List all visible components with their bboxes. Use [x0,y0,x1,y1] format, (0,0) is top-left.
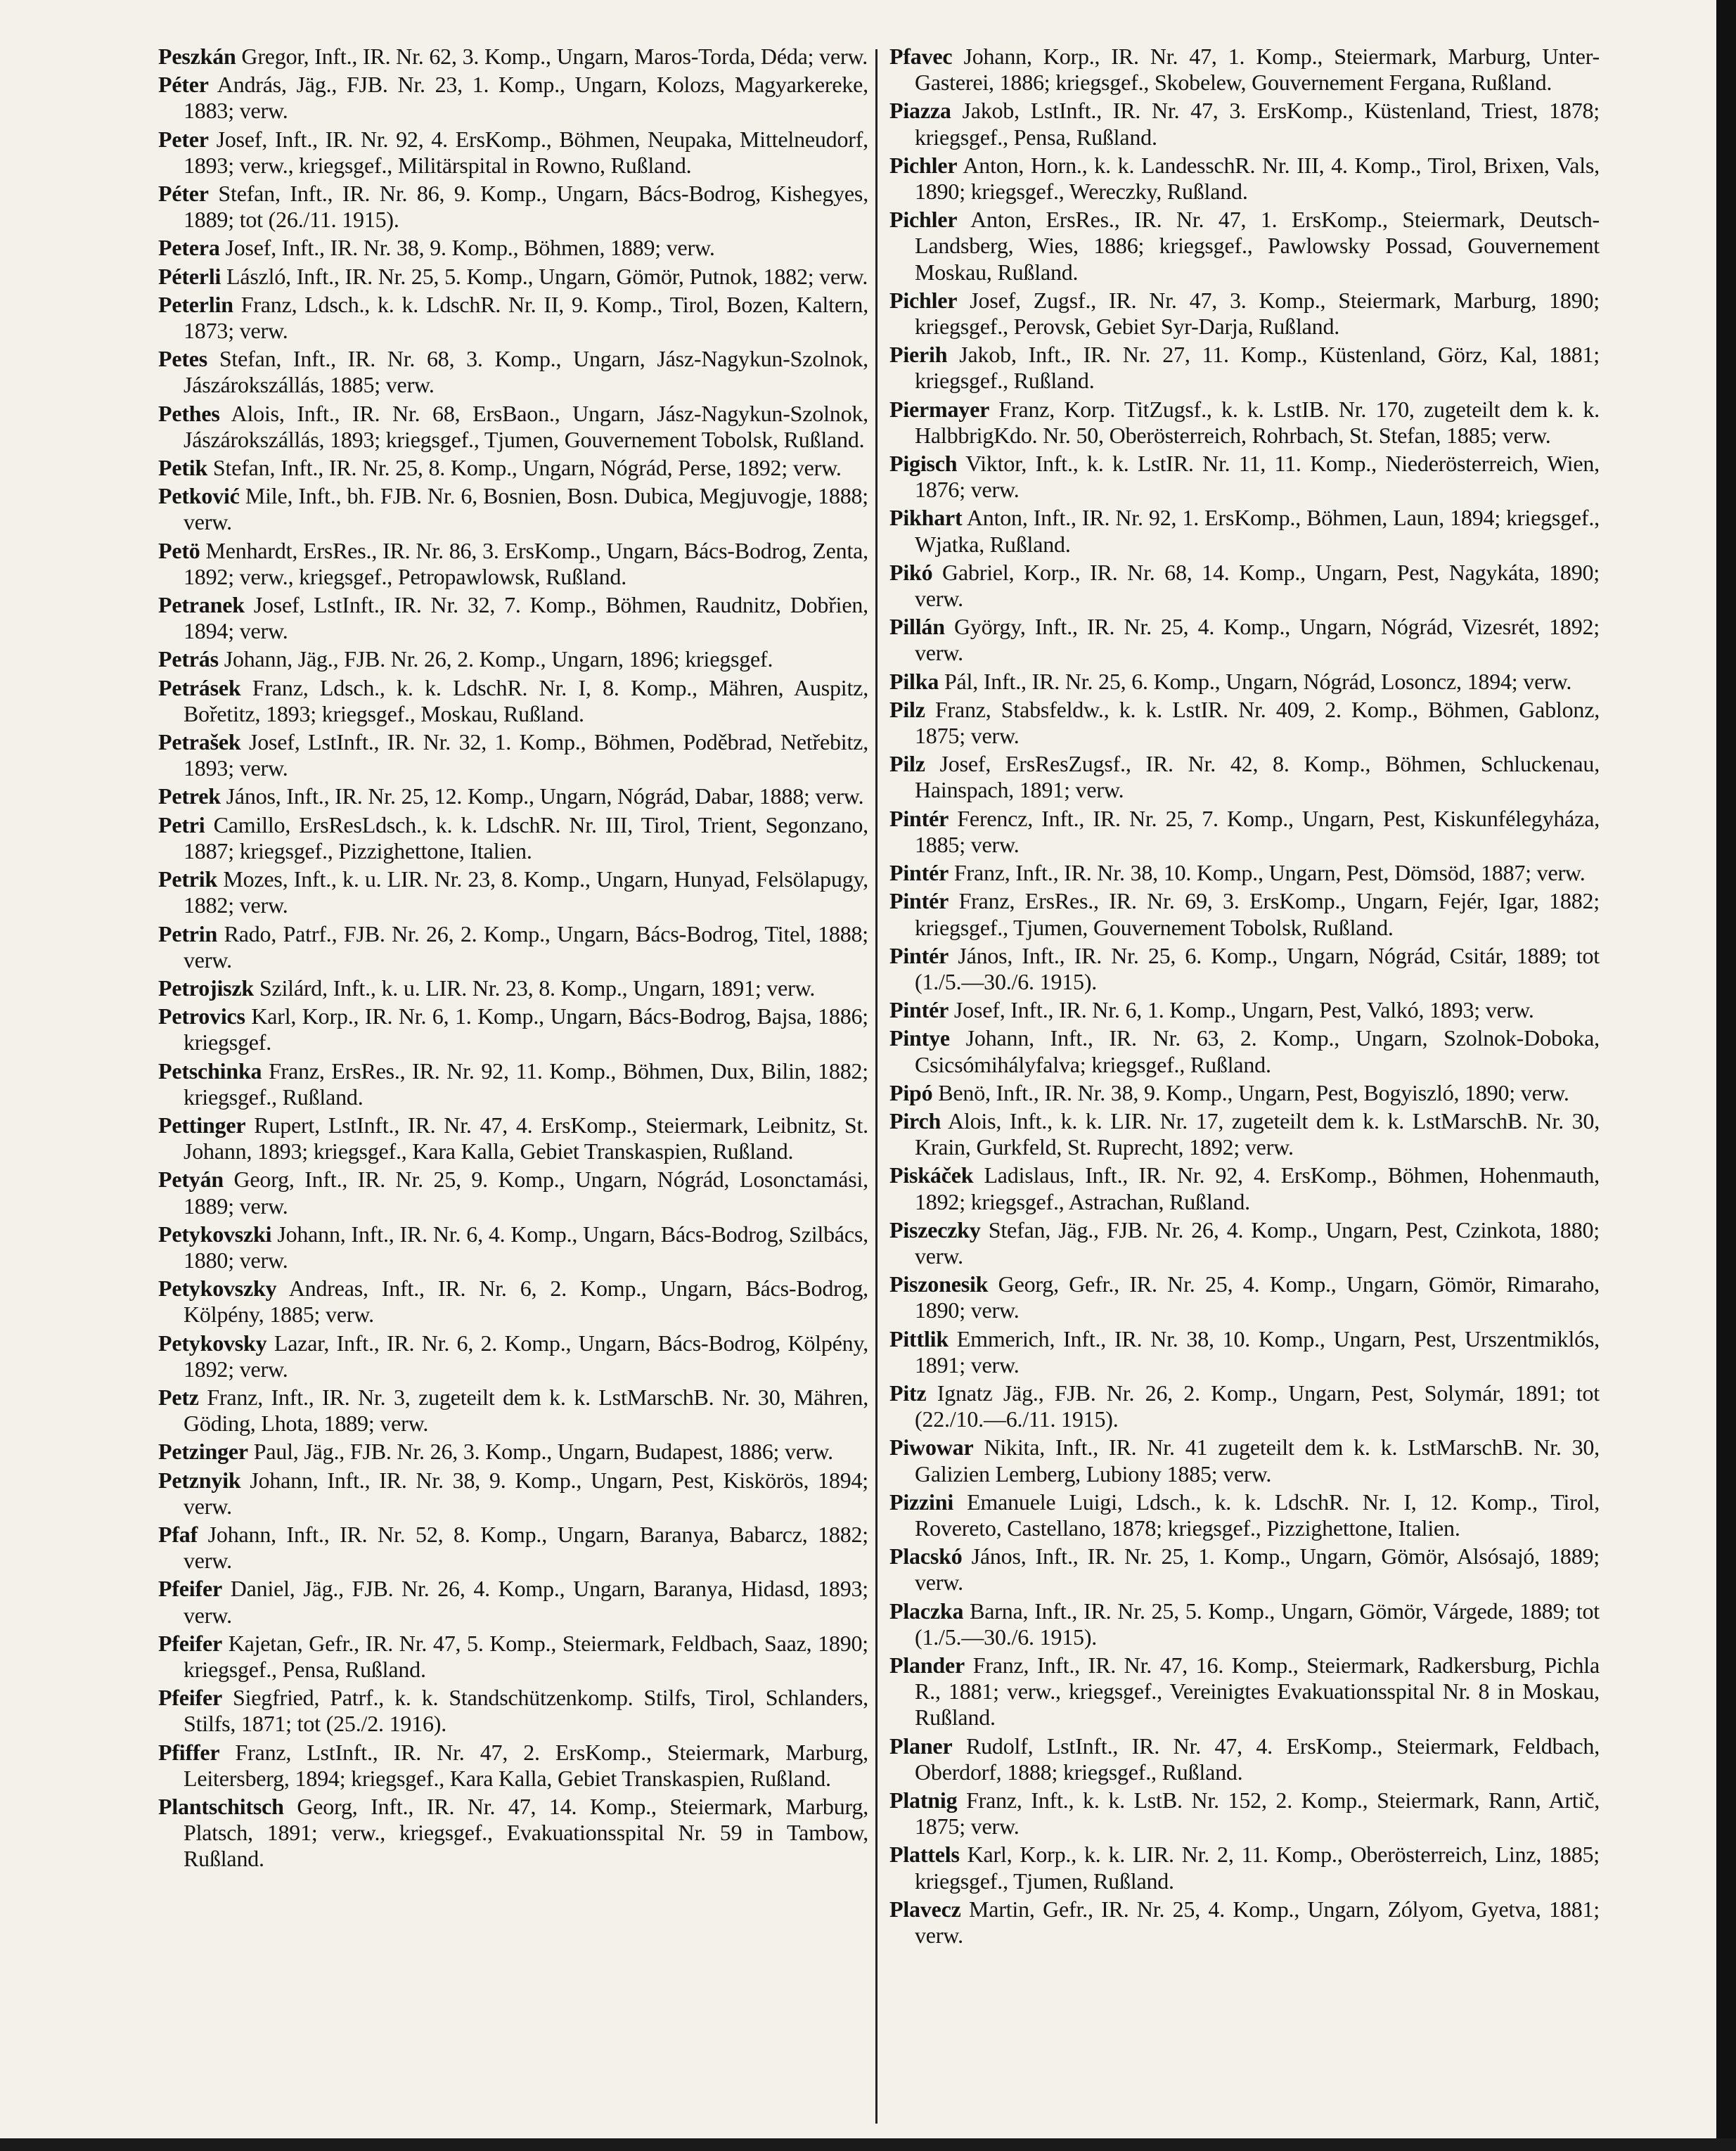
list-item [158,675,868,727]
list-item [158,1330,868,1382]
entry-surname: Pizzini [889,1489,954,1515]
entry-surname: Pfiffer [158,1739,220,1765]
entry-surname: Petznyik [158,1467,241,1493]
entry-details: Johann, Inft., IR. Nr. 52, 8. Komp., Ungarn, Baranya, Babarcz, 1882; verw. [184,1521,868,1574]
entry-details: Mile, Inft., bh. FJB. Nr. 6, Bosnien, Bosn. Dubica, Megjuvogje, 1888; verw. [184,483,868,535]
entry-surname: Pettinger [158,1112,246,1138]
entry-details: Stefan, Inft., IR. Nr. 25, 8. Komp., Ungarn, Nógrád, Perse, 1892; verw. [212,455,842,481]
entry-surname: Plattels [889,1842,960,1868]
list-item [158,1468,868,1520]
entry-details: Franz, Ldsch., k. k. LdschR. Nr. I, 8. Komp., Mähren, Auspitz, Bořetitz, 1893; kriegsgef., Moskau, Rußland. [184,674,868,726]
entry-details: Georg, Inft., IR. Nr. 47, 14. Komp., Steiermark, Marburg, Platsch, 1891; verw., kriegsgef., Evakuationsspital Nr. 59 in Tambow, Rußland. [184,1794,868,1872]
entry-details: Karl, Korp., IR. Nr. 6, 1. Komp., Ungarn, Bács-Bodrog, Bajsa, 1886; kriegsgef. [184,1003,868,1055]
scan-edge-bottom [0,2138,1736,2151]
entry-surname: Petrašek [158,729,241,755]
entry-surname: Petschinka [158,1058,262,1084]
entry-surname: Pfeifer [158,1685,222,1711]
list-item [889,806,1600,858]
entry-details: Alois, Inft., k. k. LIR. Nr. 17, zugeteilt dem k. k. LstMarschB. Nr. 30, Krain, Gurkfeld, St. Ruprecht, 1892; verw. [915,1107,1600,1160]
entry-surname: Placzka [889,1598,964,1624]
list-item [158,1685,868,1737]
entry-details: Josef, Inft., IR. Nr. 6, 1. Komp., Ungarn, Pest, Valkó, 1893; verw. [953,997,1534,1023]
entry-surname: Platnig [889,1787,958,1813]
entry-details: Josef, LstInft., IR. Nr. 32, 1. Komp., Böhmen, Poděbrad, Netřebitz, 1893; verw. [184,729,868,781]
entry-surname: Péter [158,181,209,207]
entry-details: Franz, Stabsfeldw., k. k. LstIR. Nr. 409, 2. Komp., Böhmen, Gablonz, 1875; verw. [915,696,1600,749]
list-item [889,943,1600,995]
entry-details: András, Jäg., FJB. Nr. 23, 1. Komp., Ungarn, Kolozs, Magyarkereke, 1883; verw. [184,72,868,124]
list-item [158,235,868,261]
entry-details: Gabriel, Korp., IR. Nr. 68, 14. Komp., Ungarn, Pest, Nagykáta, 1890; verw. [915,559,1600,612]
entry-surname: Petyán [158,1167,224,1193]
entry-details: Ferencz, Inft., IR. Nr. 25, 7. Komp., Ungarn, Pest, Kiskunfélegyháza, 1885; verw. [915,805,1600,857]
list-item [889,153,1600,205]
left-column [158,44,868,1875]
entry-details: Andreas, Inft., IR. Nr. 6, 2. Komp., Ungarn, Bács-Bodrog, Kölpény, 1885; verw. [184,1276,868,1328]
entry-details: Emmerich, Inft., IR. Nr. 38, 10. Komp., Ungarn, Pest, Urszentmiklós, 1891; verw. [915,1325,1600,1378]
list-item [889,1162,1600,1214]
entry-details: Barna, Inft., IR. Nr. 25, 5. Komp., Ungarn, Gömör, Várgede, 1889; tot (1./5.—30./6. 1915). [915,1598,1600,1650]
list-item [889,1733,1600,1785]
list-item [889,397,1600,449]
entry-surname: Petykovsky [158,1330,267,1356]
list-item [158,401,868,453]
entry-details: Camillo, ErsResLdsch., k. k. LdschR. Nr. III, Tirol, Trient, Segonzano, 1887; kriegsgef., Pizzighettone, Italien. [184,811,868,863]
list-item [158,592,868,644]
list-item [889,1108,1600,1160]
list-item [158,1221,868,1273]
entry-details: Stefan, Inft., IR. Nr. 86, 9. Komp., Ungarn, Bács-Bodrog, Kishegyes, 1889; tot (26./11. 1915). [184,181,868,233]
entry-surname: Piszonesik [889,1271,989,1297]
entry-surname: Petrik [158,866,218,892]
entry-details: Franz, LstInft., IR. Nr. 47, 2. ErsKomp., Steiermark, Marburg, Leitersberg, 1894; kriegsgef., Kara Kalla, Gebiet Transkaspien, Rußland. [184,1739,868,1791]
entry-surname: Peter [158,126,209,152]
list-item [158,646,868,672]
entry-surname: Pfeifer [158,1630,222,1656]
entry-details: János, Inft., IR. Nr. 25, 6. Komp., Ungarn, Nógrád, Csitár, 1889; tot (1./5.—30./6. 1915). [915,942,1600,994]
entry-details: Paul, Jäg., FJB. Nr. 26, 3. Komp., Ungarn, Budapest, 1886; verw. [253,1439,833,1465]
entry-surname: Pilka [889,668,939,694]
entry-surname: Pintye [889,1025,950,1051]
entry-details: Josef, Inft., IR. Nr. 92, 4. ErsKomp., Böhmen, Neupaka, Mittelneudorf, 1893; verw., kriegsgef., Militärspital in Rowno, Rußland. [184,126,868,178]
entry-details: Viktor, Inft., k. k. LstIR. Nr. 11, 11. Komp., Niederösterreich, Wien, 1876; verw. [915,451,1600,503]
entry-details: Anton, Horn., k. k. LandesschR. Nr. III, 4. Komp., Tirol, Brixen, Vals, 1890; kriegsgef., Wereczky, Rußland. [915,152,1600,205]
list-item [158,866,868,918]
entry-details: Franz, Inft., IR. Nr. 38, 10. Komp., Ungarn, Pest, Dömsöd, 1887; verw. [953,860,1586,886]
entry-surname: Pfeifer [158,1576,222,1602]
list-item [889,1842,1600,1894]
scan-edge-right [1716,0,1736,2151]
entry-surname: Pfaf [158,1521,198,1547]
list-item [158,72,868,124]
entry-details: Franz, Ldsch., k. k. LdschR. Nr. II, 9. Komp., Tirol, Bozen, Kaltern, 1873; verw. [184,291,868,344]
entry-surname: Petykovszki [158,1221,272,1247]
list-item [158,1167,868,1219]
entry-surname: Plander [889,1652,965,1678]
entry-surname: Peszkán [158,44,236,69]
entry-surname: Petrojiszk [158,975,255,1001]
entry-surname: Planer [889,1733,953,1759]
entry-details: Franz, Inft., IR. Nr. 47, 16. Komp., Steiermark, Radkersburg, Pichla R., 1881; verw., kriegsgef., Vereinigtes Evakuationsspital Nr. 8 in Moskau, Rußland. [915,1652,1600,1731]
entry-surname: Pintér [889,860,949,886]
entry-details: Karl, Korp., k. k. LIR. Nr. 2, 11. Komp., Oberösterreich, Linz, 1885; kriegsgef., Tjumen, Rußland. [915,1842,1600,1894]
list-item [889,860,1600,886]
list-item [158,346,868,398]
list-item [889,1380,1600,1432]
entry-surname: Petrin [158,920,218,946]
list-item [158,1112,868,1164]
entry-surname: Piszeczky [889,1216,981,1243]
list-item [158,1740,868,1792]
entry-details: Rado, Patrf., FJB. Nr. 26, 2. Komp., Ungarn, Bács-Bodrog, Titel, 1888; verw. [184,920,868,972]
list-item [158,1794,868,1873]
list-item [158,1058,868,1110]
entry-surname: Petranek [158,592,245,618]
entry-details: Johann, Inft., IR. Nr. 6, 4. Komp., Ungarn, Bács-Bodrog, Szilbács, 1880; verw. [184,1221,868,1273]
list-item [889,669,1600,695]
list-item [889,560,1600,612]
entry-details: Anton, Inft., IR. Nr. 92, 1. ErsKomp., Böhmen, Laun, 1894; kriegsgef., Wjatka, Rußland. [915,505,1600,557]
list-item [158,975,868,1001]
entry-surname: Petri [158,811,205,837]
list-item [158,181,868,233]
entry-details: Georg, Inft., IR. Nr. 25, 9. Komp., Ungarn, Nógrád, Losonctamási, 1889; verw. [184,1167,868,1219]
list-item [158,783,868,809]
list-item [158,483,868,535]
list-item [889,1652,1600,1731]
entry-surname: Pintér [889,942,949,968]
list-item [889,1787,1600,1839]
entry-surname: Pichler [889,152,958,178]
entry-surname: Piermayer [889,396,990,422]
entry-details: Josef, Zugsf., IR. Nr. 47, 3. Komp., Steiermark, Marburg, 1890; kriegsgef., Perovsk, Gebiet Syr-Darja, Rußland. [915,287,1600,340]
entry-surname: Pikhart [889,505,963,531]
entry-surname: Pfavec [889,44,953,69]
entry-surname: Petik [158,455,208,481]
entry-surname: Peterlin [158,291,233,317]
entry-surname: Petrek [158,783,221,809]
entry-details: Anton, ErsRes., IR. Nr. 47, 1. ErsKomp., Steiermark, Deutsch-Landsberg, Wies, 1886; kriegsgef., Pawlowsky Possad, Gouvernement Moskau, Rußland. [915,207,1600,285]
entry-details: Ignatz Jäg., FJB. Nr. 26, 2. Komp., Ungarn, Pest, Solymár, 1891; tot (22./10.—6./11. 1915). [915,1380,1600,1432]
list-item [158,729,868,781]
entry-surname: Placskó [889,1543,963,1569]
list-item [889,342,1600,394]
list-item [889,44,1600,96]
entry-details: Mozes, Inft., k. u. LIR. Nr. 23, 8. Komp., Ungarn, Hunyad, Felsölapugy, 1882; verw. [184,866,868,918]
entry-surname: Pintér [889,888,949,914]
entry-surname: Pigisch [889,451,958,477]
entry-surname: Pilz [889,751,925,777]
entry-details: Johann, Inft., IR. Nr. 38, 9. Komp., Ungarn, Pest, Kiskörös, 1894; verw. [184,1467,868,1519]
list-item [158,1003,868,1055]
entry-surname: Pethes [158,400,220,426]
list-item [158,127,868,179]
list-item [158,44,868,70]
list-item [889,98,1600,150]
entry-surname: Pittlik [889,1325,949,1351]
list-item [158,538,868,590]
entry-surname: Pichler [889,287,958,313]
list-item [158,1276,868,1328]
list-item [158,264,868,290]
entry-details: László, Inft., IR. Nr. 25, 5. Komp., Ungarn, Gömör, Putnok, 1882; verw. [226,263,868,289]
list-item [889,888,1600,940]
entry-details: Franz, ErsRes., IR. Nr. 92, 11. Komp., Böhmen, Dux, Bilin, 1882; kriegsgef., Rußland. [184,1058,868,1110]
list-item [889,1080,1600,1106]
entry-details: Georg, Gefr., IR. Nr. 25, 4. Komp., Ungarn, Gömör, Rimaraho, 1890; verw. [915,1271,1600,1323]
list-item [889,614,1600,666]
list-item [889,451,1600,503]
entry-surname: Pichler [889,207,958,233]
entry-surname: Petö [158,537,200,563]
entry-surname: Plantschitsch [158,1794,284,1819]
entry-details: György, Inft., IR. Nr. 25, 4. Komp., Ungarn, Nógrád, Vizesrét, 1892; verw. [915,614,1600,666]
right-column [889,44,1600,1951]
list-item [889,997,1600,1023]
entry-surname: Péter [158,72,209,98]
list-item [158,1439,868,1465]
entry-surname: Pitz [889,1380,927,1406]
list-item [158,292,868,344]
list-item [889,1271,1600,1323]
entry-details: Franz, Inft., IR. Nr. 3, zugeteilt dem k. k. LstMarschB. Nr. 30, Mähren, Göding, Lhota, 1889; verw. [184,1384,868,1437]
entry-surname: Péterli [158,263,221,289]
list-item [158,455,868,481]
list-item [889,505,1600,557]
list-item [889,1326,1600,1378]
entry-details: Benö, Inft., IR. Nr. 38, 9. Komp., Ungarn, Pest, Bogyiszló, 1890; verw. [938,1079,1569,1105]
entry-details: Johann, Korp., IR. Nr. 47, 1. Komp., Steiermark, Marburg, Unter-Gasterei, 1886; kriegsgef., Skobelew, Gouvernement Fergana, Rußland. [915,44,1600,96]
list-item [158,1631,868,1683]
entry-surname: Pintér [889,805,949,831]
entry-details: Martin, Gefr., IR. Nr. 25, 4. Komp., Ungarn, Zólyom, Gyetva, 1881; verw. [915,1896,1600,1948]
entry-details: Menhardt, ErsRes., IR. Nr. 86, 3. ErsKomp., Ungarn, Bács-Bodrog, Zenta, 1892; verw., kriegsgef., Petropawlowsk, Rußland. [184,537,868,589]
entry-surname: Petz [158,1384,199,1410]
entry-details: Franz, ErsRes., IR. Nr. 69, 3. ErsKomp., Ungarn, Fejér, Igar, 1882; kriegsgef., Tjumen, Gouvernement Tobolsk, Rußland. [915,888,1600,940]
list-item [889,1434,1600,1487]
entry-details: Josef, LstInft., IR. Nr. 32, 7. Komp., Böhmen, Raudnitz, Dobřien, 1894; verw. [184,592,868,644]
list-item [158,1385,868,1437]
entry-surname: Pipó [889,1079,933,1105]
entry-surname: Piskáček [889,1162,974,1188]
entry-details: Franz, Inft., k. k. LstB. Nr. 152, 2. Komp., Steiermark, Rann, Artič, 1875; verw. [915,1787,1600,1839]
entry-details: Josef, Inft., IR. Nr. 38, 9. Komp., Böhmen, 1889; verw. [225,235,715,261]
entry-surname: Plavecz [889,1896,961,1922]
entry-surname: Piazza [889,98,951,124]
list-item [889,697,1600,749]
entry-surname: Pikó [889,559,933,585]
list-item [889,288,1600,340]
list-item [158,1576,868,1628]
column-divider [875,49,877,2124]
entry-surname: Piwowar [889,1434,974,1460]
list-item [158,921,868,973]
list-item [158,812,868,864]
list-item [889,1217,1600,1269]
list-item [889,1489,1600,1541]
list-item [158,1522,868,1574]
entry-details: Josef, ErsResZugsf., IR. Nr. 42, 8. Komp., Böhmen, Schluckenau, Hainspach, 1891; verw. [915,751,1600,803]
entry-surname: Petes [158,346,208,372]
entry-details: Lazar, Inft., IR. Nr. 6, 2. Komp., Ungarn, Bács-Bodrog, Kölpény, 1892; verw. [184,1330,868,1382]
entry-surname: Petrásek [158,674,241,700]
entry-surname: Petera [158,235,220,261]
entry-surname: Petzinger [158,1439,248,1465]
entry-details: Jakob, LstInft., IR. Nr. 47, 3. ErsKomp., Küstenland, Triest, 1878; kriegsgef., Pensa, Rußland. [915,98,1600,150]
entry-details: Daniel, Jäg., FJB. Nr. 26, 4. Komp., Ungarn, Baranya, Hidasd, 1893; verw. [184,1576,868,1628]
entry-details: Jakob, Inft., IR. Nr. 27, 11. Komp., Küstenland, Görz, Kal, 1881; kriegsgef., Rußland. [915,342,1600,394]
entry-details: Rupert, LstInft., IR. Nr. 47, 4. ErsKomp., Steiermark, Leibnitz, St. Johann, 1893; kriegsgef., Kara Kalla, Gebiet Transkaspien, Rußland. [184,1112,868,1164]
entry-surname: Pilz [889,696,925,722]
entry-surname: Pillán [889,614,945,640]
entry-details: Alois, Inft., IR. Nr. 68, ErsBaon., Ungarn, Jász-Nagykun-Szolnok, Jászárokszállás, 1893; kriegsgef., Tjumen, Gouvernement Tobolsk, Rußland. [184,400,868,452]
entry-details: János, Inft., IR. Nr. 25, 12. Komp., Ungarn, Nógrád, Dabar, 1888; verw. [226,783,864,809]
entry-details: Szilárd, Inft., k. u. LIR. Nr. 23, 8. Komp., Ungarn, 1891; verw. [259,975,816,1001]
list-item [889,751,1600,803]
document-page [158,44,1698,2125]
entry-surname: Petykovszky [158,1276,277,1302]
entry-details: Nikita, Inft., IR. Nr. 41 zugeteilt dem k. k. LstMarschB. Nr. 30, Galizien Lemberg, Lubiony 1885; verw. [915,1434,1600,1487]
entry-details: Pál, Inft., IR. Nr. 25, 6. Komp., Ungarn, Nógrád, Losoncz, 1894; verw. [944,668,1572,694]
entry-details: Ladislaus, Inft., IR. Nr. 92, 4. ErsKomp., Böhmen, Hohenmauth, 1892; kriegsgef., Astrachan, Rußland. [915,1162,1600,1214]
list-item [889,207,1600,285]
entry-details: Rudolf, LstInft., IR. Nr. 47, 4. ErsKomp., Steiermark, Feldbach, Oberdorf, 1888; kriegsgef., Rußland. [915,1733,1600,1785]
list-item [889,1598,1600,1650]
entry-details: Johann, Inft., IR. Nr. 63, 2. Komp., Ungarn, Szolnok-Doboka, Csicsómihályfalva; kriegsgef., Rußland. [915,1025,1600,1077]
entry-surname: Petrovics [158,1003,245,1029]
entry-surname: Pirch [889,1107,941,1134]
entry-details: Franz, Korp. TitZugsf., k. k. LstIB. Nr. 170, zugeteilt dem k. k. HalbbrigKdo. Nr. 50, Oberösterreich, Rohrbach, St. Stefan, 1885; verw. [915,396,1600,448]
entry-details: Stefan, Jäg., FJB. Nr. 26, 4. Komp., Ungarn, Pest, Czinkota, 1880; verw. [915,1216,1600,1269]
entry-details: Johann, Jäg., FJB. Nr. 26, 2. Komp., Ungarn, 1896; kriegsgef. [224,646,773,672]
list-item [889,1543,1600,1595]
entry-details: Kajetan, Gefr., IR. Nr. 47, 5. Komp., Steiermark, Feldbach, Saaz, 1890; kriegsgef., Pensa, Rußland. [184,1630,868,1682]
entry-surname: Petković [158,483,240,509]
entry-surname: Petrás [158,646,219,672]
entry-surname: Pierih [889,342,948,368]
entry-details: Gregor, Inft., IR. Nr. 62, 3. Komp., Ungarn, Maros-Torda, Déda; verw. [241,44,868,69]
entry-details: Emanuele Luigi, Ldsch., k. k. LdschR. Nr. I, 12. Komp., Tirol, Rovereto, Castellano, 1878; kriegsgef., Pizzighettone, Italien. [915,1489,1600,1541]
entry-details: Stefan, Inft., IR. Nr. 68, 3. Komp., Ungarn, Jász-Nagykun-Szolnok, Jászárokszállás, 1885; verw. [184,346,868,398]
entry-surname: Pintér [889,997,949,1023]
entry-details: János, Inft., IR. Nr. 25, 1. Komp., Ungarn, Gömör, Alsósajó, 1889; verw. [915,1543,1600,1595]
list-item [889,1025,1600,1077]
entry-details: Siegfried, Patrf., k. k. Standschützenkomp. Stilfs, Tirol, Schlanders, Stilfs, 1871; tot (25./2. 1916). [184,1685,868,1737]
list-item [889,1896,1600,1948]
